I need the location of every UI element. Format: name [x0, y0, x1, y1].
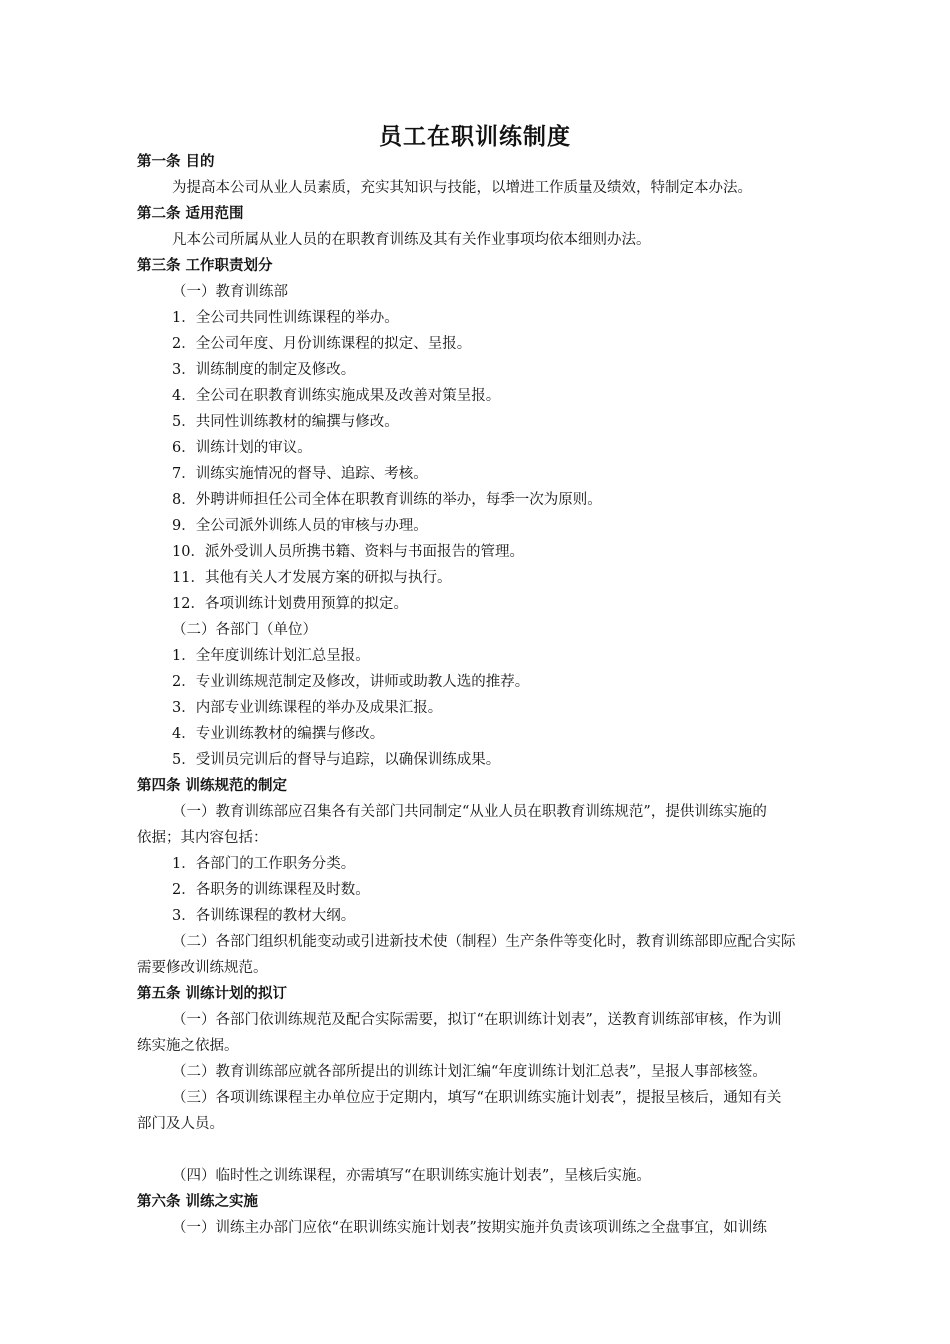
- list-item: 12．各项训练计划费用预算的拟定。: [172, 596, 408, 612]
- subsection-heading: （一）教育训练部: [172, 284, 288, 300]
- paragraph-line: （二）教育训练部应就各部所提出的训练计划汇编“年度训练计划汇总表”，呈报人事部核签。: [172, 1064, 767, 1080]
- list-item: 3．训练制度的制定及修改。: [172, 362, 356, 378]
- page-title: 员工在职训练制度: [379, 124, 571, 150]
- list-item: 2．专业训练规范制定及修改，讲师或助教人选的推荐。: [172, 674, 530, 690]
- section-heading-1: 第一条 目的: [137, 154, 215, 170]
- subsection-heading: （二）各部门（单位）: [172, 622, 317, 638]
- list-item: 2．全公司年度、月份训练课程的拟定、呈报。: [172, 336, 472, 352]
- list-item: 8．外聘讲师担任公司全体在职教育训练的举办，每季一次为原则。: [172, 492, 602, 508]
- paragraph-line: 练实施之依据。: [137, 1038, 239, 1054]
- list-item: 1．全公司共同性训练课程的举办。: [172, 310, 399, 326]
- paragraph-line: 依据；其内容包括：: [137, 830, 268, 846]
- list-item: 5．共同性训练教材的编撰与修改。: [172, 414, 399, 430]
- list-item: 3．内部专业训练课程的举办及成果汇报。: [172, 700, 443, 716]
- list-item: 5．受训员完训后的督导与追踪，以确保训练成果。: [172, 752, 501, 768]
- list-item: 10．派外受训人员所携书籍、资料与书面报告的管理。: [172, 544, 524, 560]
- paragraph-line: （四）临时性之训练课程，亦需填写“在职训练实施计划表”，呈核后实施。: [172, 1168, 651, 1184]
- paragraph-line: 为提高本公司从业人员素质，充实其知识与技能，以增进工作质量及绩效，特制定本办法。: [172, 180, 752, 196]
- list-item: 1．全年度训练计划汇总呈报。: [172, 648, 370, 664]
- paragraph-line: 凡本公司所属从业人员的在职教育训练及其有关作业事项均依本细则办法。: [172, 232, 651, 248]
- list-item: 4．全公司在职教育训练实施成果及改善对策呈报。: [172, 388, 501, 404]
- paragraph-line: （一）训练主办部门应依“在职训练实施计划表”按期实施并负责该项训练之全盘事宜，如训练: [172, 1220, 767, 1236]
- paragraph-line: （一）各部门依训练规范及配合实际需要，拟订“在职训练计划表”，送教育训练部审核，作为训: [172, 1012, 782, 1028]
- list-item: 2．各职务的训练课程及时数。: [172, 882, 370, 898]
- paragraph-line: 部门及人员。: [137, 1116, 224, 1132]
- section-heading-6: 第六条 训练之实施: [137, 1194, 259, 1210]
- section-heading-4: 第四条 训练规范的制定: [137, 778, 288, 794]
- paragraph-line: 需要修改训练规范。: [137, 960, 268, 976]
- list-item: 9．全公司派外训练人员的审核与办理。: [172, 518, 428, 534]
- paragraph-line: （三）各项训练课程主办单位应于定期内，填写“在职训练实施计划表”，提报呈核后，通知有关: [172, 1090, 782, 1106]
- list-item: 3．各训练课程的教材大纲。: [172, 908, 356, 924]
- section-heading-2: 第二条 适用范围: [137, 206, 244, 222]
- section-heading-5: 第五条 训练计划的拟订: [137, 986, 288, 1002]
- list-item: 6．训练计划的审议。: [172, 440, 312, 456]
- section-heading-3: 第三条 工作职责划分: [137, 258, 273, 274]
- list-item: 11．其他有关人才发展方案的研拟与执行。: [172, 570, 452, 586]
- paragraph-line: （二）各部门组织机能变动或引进新技术使（制程）生产条件等变化时，教育训练部即应配合实际: [172, 934, 796, 950]
- list-item: 1．各部门的工作职务分类。: [172, 856, 356, 872]
- list-item: 4．专业训练教材的编撰与修改。: [172, 726, 385, 742]
- list-item: 7．训练实施情况的督导、追踪、考核。: [172, 466, 428, 482]
- paragraph-line: （一）教育训练部应召集各有关部门共同制定“从业人员在职教育训练规范”，提供训练实施的: [172, 804, 767, 820]
